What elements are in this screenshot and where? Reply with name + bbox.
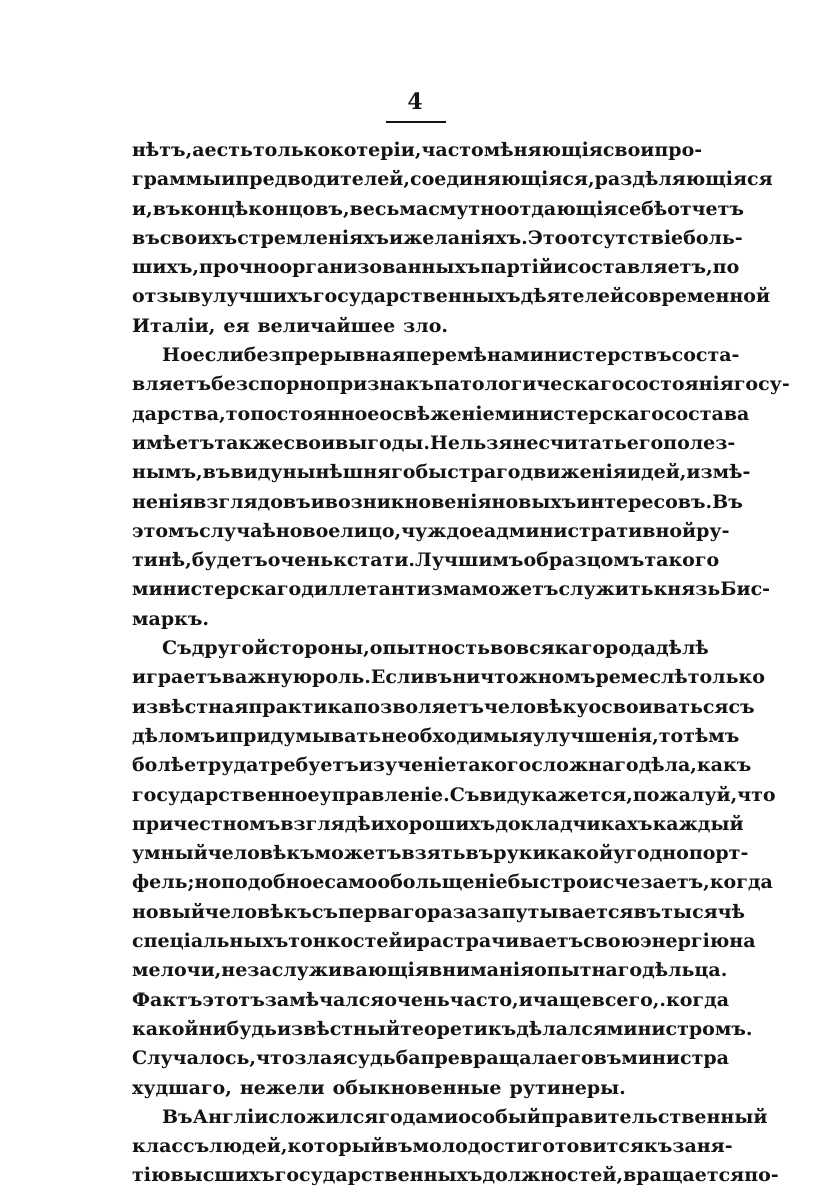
text-line: граммы и предводителей, соединяющіяся, раздѣляющіяся	[132, 168, 773, 191]
text-line: Фактъ этотъ замѣчался очень часто, и чаще всего,. когда	[132, 988, 730, 1011]
text-line: нымъ, въ виду нынѣшняго быстраго движенія идей, измѣ-	[132, 461, 751, 484]
text-line: дарства, то постоянное освѣженіе министерскаго состава	[132, 402, 750, 425]
page-number: 4	[407, 89, 423, 115]
text-line: государственное управленіе. Съ виду кажется, пожалуй, что	[132, 783, 776, 806]
text-line: спеціальныхъ тонкостей и растрачиваетъ свою энергію на	[132, 930, 756, 953]
text-line: имѣетъ также свои выгоды. Нельзя не считать его полез-	[132, 431, 736, 454]
text-line: новый человѣкъ съ перваго раза запутывается въ тысячѣ	[132, 900, 745, 923]
text-line: нѣтъ, а есть только котеріи, часто мѣняющія свои про-	[132, 139, 703, 161]
text-line: Но если безпрерывная перемѣна министерствъ соста-	[162, 344, 740, 367]
page-number-rule	[386, 121, 446, 123]
body-text	[132, 136, 790, 1191]
text-line: въ своихъ стремленіяхъ и желаніяхъ. Это отсутствіе боль-	[132, 226, 743, 249]
text-line: Въ Англіи сложился годами особый правительственный	[162, 1105, 768, 1128]
text-line: маркъ.	[132, 607, 210, 630]
text-line: ненія взглядовъ и возникновенія новыхъ интересовъ. Въ	[132, 490, 743, 513]
text-line: играетъ важную роль. Если въ ничтожномъ ремеслѣ только	[132, 666, 765, 689]
text-line: и, въ концѣ концовъ, весьма смутно отдающія себѣ отчетъ	[132, 197, 744, 220]
text-line: этомъ случаѣ новое лицо, чуждое административной ру-	[132, 519, 730, 542]
text-line: классъ людей, который въ молодости готовится къ заня-	[132, 1135, 733, 1158]
text-line: Италіи, ея величайшее зло.	[132, 314, 448, 337]
text-line: мелочи, не заслуживающія вниманія опытнаго дѣльца.	[132, 959, 728, 982]
text-line: какой нибудь извѣстный теоретикъ дѣлался министромъ.	[132, 1017, 753, 1040]
text-line: Случалось, что злая судьба превращала его въ министра	[132, 1047, 729, 1070]
text-line: тію высшихъ государственныхъ должностей, вращается по-	[132, 1164, 779, 1187]
text-line: болѣе труда требуетъ изученіе такого сложнаго дѣла, какъ	[132, 754, 752, 777]
text-line: умный человѣкъ можетъ взять въ руки какой угодно порт-	[132, 842, 749, 865]
text-line: извѣстная практика позволяетъ человѣку освоиваться съ	[132, 695, 755, 718]
text-line: шихъ, прочно организованныхъ партій и составляетъ, по	[132, 256, 740, 279]
text-line: отзыву лучшихъ государственныхъ дѣятелей современной	[132, 285, 771, 308]
text-line: Съ другой стороны, опытность во всякаго рода дѣлѣ	[162, 637, 709, 660]
text-line: министерскаго диллетантизма можетъ служить князь Бис-	[132, 578, 771, 601]
text-line: при честномъ взглядѣ и хорошихъ докладчикахъ каждый	[132, 812, 744, 835]
text-line: тинѣ, будетъ очень кстати. Лучшимъ образцомъ такого	[132, 549, 720, 572]
text-line: вляетъ безспорно признакъ патологическаго состоянія госу-	[132, 373, 790, 396]
text-line: фель; но подобное самообольщеніе быстро исчезаетъ, когда	[132, 871, 773, 894]
text-line: дѣломъ и придумывать необходимыя улучшенія, то тѣмъ	[132, 724, 740, 747]
text-line: худшаго, нежели обыкновенные рутинеры.	[132, 1076, 626, 1099]
